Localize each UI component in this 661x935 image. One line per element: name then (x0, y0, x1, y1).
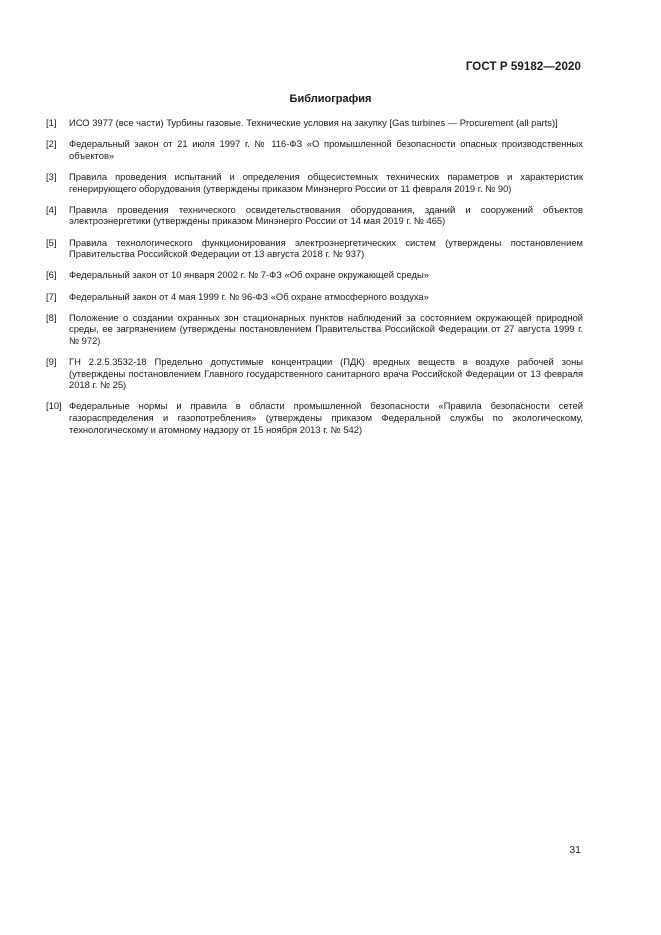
bibliography-item-number: [4] (46, 203, 57, 215)
section-title: Библиография (289, 93, 372, 105)
bibliography-item-text: Правила проведения испытаний и определения общесистемных технических параметров и характеристик генерирующего оборудования (утверждены приказом Минэнерго России от 11 февраля 2019 г. № 90) (69, 170, 583, 194)
bibliography-item-number: [9] (46, 356, 57, 368)
bibliography-item-text: Федеральный закон от 10 января 2002 г. № 7-ФЗ «Об охране окружающей среды» (69, 269, 429, 281)
bibliography-item (46, 291, 583, 303)
bibliography-item (46, 269, 583, 281)
bibliography-item-number: [8] (46, 311, 57, 323)
bibliography-item-number: [7] (46, 290, 57, 302)
bibliography-item-number: [10] (46, 400, 62, 412)
bibliography-item-number: [5] (46, 236, 57, 248)
bibliography-item-number: [6] (46, 269, 57, 281)
bibliography-item (46, 237, 583, 260)
bibliography-item-text: Положение о создании охранных зон стационарных пунктов наблюдений за состоянием окружающей природной среды, ее загрязнением (утверждены постановлением Правительства Российской Федерации от 27 августа 1999 г. № 972) (69, 311, 583, 346)
document-code: ГОСТ Р 59182—2020 (465, 61, 581, 73)
page-number: 31 (569, 844, 581, 856)
bibliography-item-number: [2] (46, 138, 57, 150)
bibliography-item-number: [1] (46, 117, 57, 128)
bibliography-item-text: Федеральные нормы и правила в области промышленной безопасности «Правила безопасности сетей газораспределения и газопотребления» (утверждены приказом Федеральной службы по экологическому, технологическому и атомному надзору от 15 ноября 2013 г. № 542) (69, 400, 583, 435)
bibliography-item-text: Правила технологического функционирования электроэнергетических систем (утверждены постановлением Правительства Российской Федерации от 13 августа 2018 г. № 937) (69, 236, 583, 260)
bibliography-item (46, 138, 583, 161)
bibliography-item-number: [3] (46, 170, 57, 182)
bibliography-item (46, 117, 583, 129)
bibliography-item (46, 356, 583, 391)
bibliography-item (46, 171, 583, 194)
bibliography-item (46, 204, 583, 227)
bibliography-item-text: Федеральный закон от 4 мая 1999 г. № 96-ФЗ «Об охране атмосферного воздуха» (69, 290, 429, 302)
bibliography-item (46, 312, 583, 347)
bibliography-item-text: ГН 2.2.5.3532-18 Предельно допустимые концентрации (ПДК) вредных веществ в воздухе рабочей зоны (утверждены постановлением Главного государственного санитарного врача Российской Федерации от 13 февраля 2018 г. № 25) (69, 356, 583, 391)
bibliography-item-text: Правила проведения технического освидетельствования оборудования, зданий и сооружений объектов электроэнергетики (утверждены приказом Минэнерго России от 14 мая 2019 г. № 465) (69, 203, 583, 227)
bibliography-item-text: Федеральный закон от 21 июля 1997 г. № 116-ФЗ «О промышленной безопасности опасных производственных объектов» (69, 138, 583, 161)
bibliography-list (46, 117, 583, 445)
bibliography-item-text: ИСО 3977 (все части) Турбины газовые. Технические условия на закупку [Gas turbines — Procurement (all parts)] (69, 117, 558, 128)
bibliography-item (46, 400, 583, 435)
